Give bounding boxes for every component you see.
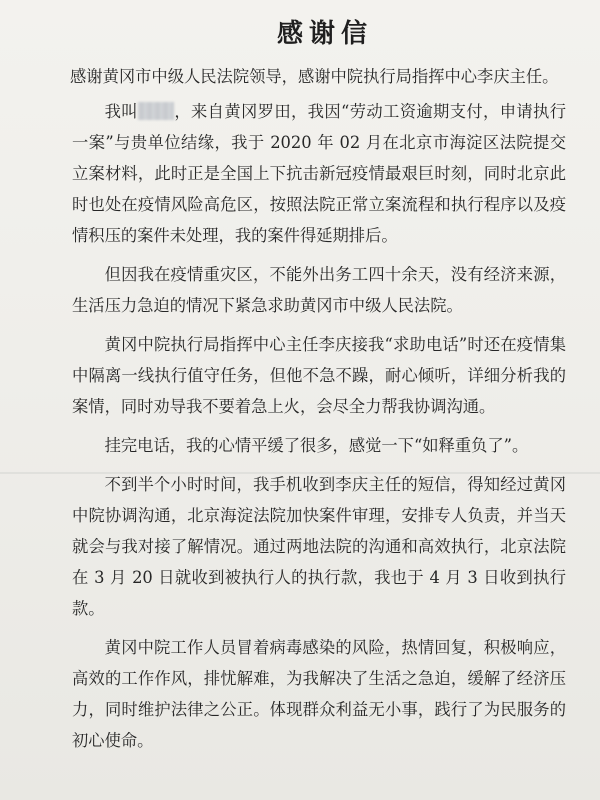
- paragraph-1-intro: 我叫: [104, 102, 138, 121]
- letter-paragraph-6: 黄冈中院工作人员冒着病毒感染的风险，热情回复，积极响应，高效的工作作风，排忧解难，为我解决了生活之急迫，缓解了经济压力，同时维护法律之公正。体现群众利益无小事，践行了为民服务的初心使命。: [72, 638, 566, 750]
- letter-paragraph-4: 挂完电话，我的心情平缓了很多，感觉一下“如释重负了”。: [104, 436, 529, 455]
- paper-fold-line: [0, 472, 600, 474]
- letter-paragraph-3: 黄冈中院执行局指挥中心主任李庆接我“求助电话”时还在疫情集中隔离一线执行值守任务，但他不急不躁，耐心倾听，详细分析我的案情，同时劝导我不要着急上火，会尽全力帮我协调沟通。: [72, 335, 566, 416]
- letter-paragraph-2: 但因我在疫情重灾区，不能外出务工四十余天，没有经济来源，生活压力急迫的情况下紧急求助黄冈市中级人民法院。: [72, 265, 566, 315]
- redacted-name: [138, 102, 174, 120]
- letter-paragraph-5: 不到半个小时时间，我手机收到李庆主任的短信，得知经过黄冈中院协调沟通，北京海淀法院加快案件审理，安排专人负责，并当天就会与我对接了解情况。通过两地法院的沟通和高效执行，北京法院在 3 月 20 日就收到被执行人的执行款，我也于 4 月 3 日收到执行款。: [72, 475, 566, 618]
- letter-paragraph-1: [72, 96, 566, 251]
- paragraph-1-body: ，来自黄冈罗田，我因“劳动工资逾期支付，申请执行一案”与贵单位结缘，我于 2020 年 02 月在北京市海淀区法院提交立案材料，此时正是全国上下抗击新冠疫情最艰巨时刻，同时北京此时也处在疫情风险高危区，按照法院正常立案流程和执行程序以及疫情积压的案件未处理，我的案件得延期排后。: [72, 102, 566, 245]
- letter-salutation: 感谢黄冈市中级人民法院领导，感谢中院执行局指挥中心李庆主任。: [70, 67, 559, 86]
- letter-title: 感谢信: [276, 19, 373, 49]
